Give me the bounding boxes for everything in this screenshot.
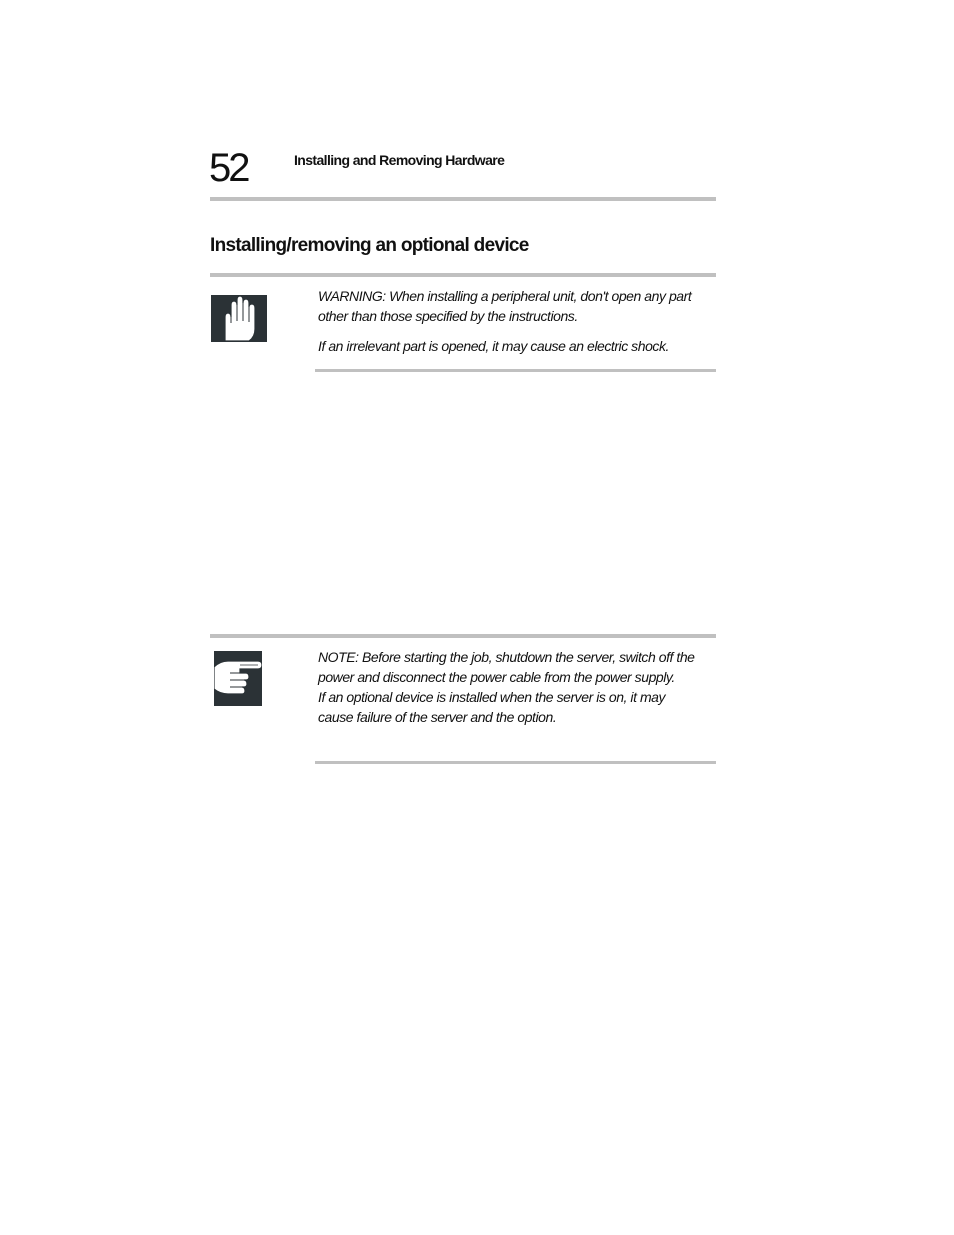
note-bottom-divider [315,761,716,764]
warning-paragraph: If an irrelevant part is opened, it may cause an electric shock. [318,338,669,354]
note-top-divider [210,634,716,638]
note-paragraph: NOTE: Before starting the job, shutdown the server, switch off the power and disconnect the power cable from the power supply. [318,649,695,685]
warning-top-divider [210,273,716,277]
hand-stop-icon [211,295,267,342]
page-number: 52 [209,146,248,190]
note-text [318,647,698,727]
note-paragraph: If an optional device is installed when the server is on, it may cause failure of the server and the option. [318,689,666,725]
section-title: Installing/removing an optional device [210,235,529,256]
warning-text [318,286,698,356]
header-divider [210,197,716,201]
running-title: Installing and Removing Hardware [294,152,505,168]
warning-paragraph: WARNING: When installing a peripheral unit, don't open any part other than those specified by the instructions. [318,288,692,324]
pointing-hand-icon [214,651,262,706]
warning-bottom-divider [315,369,716,372]
